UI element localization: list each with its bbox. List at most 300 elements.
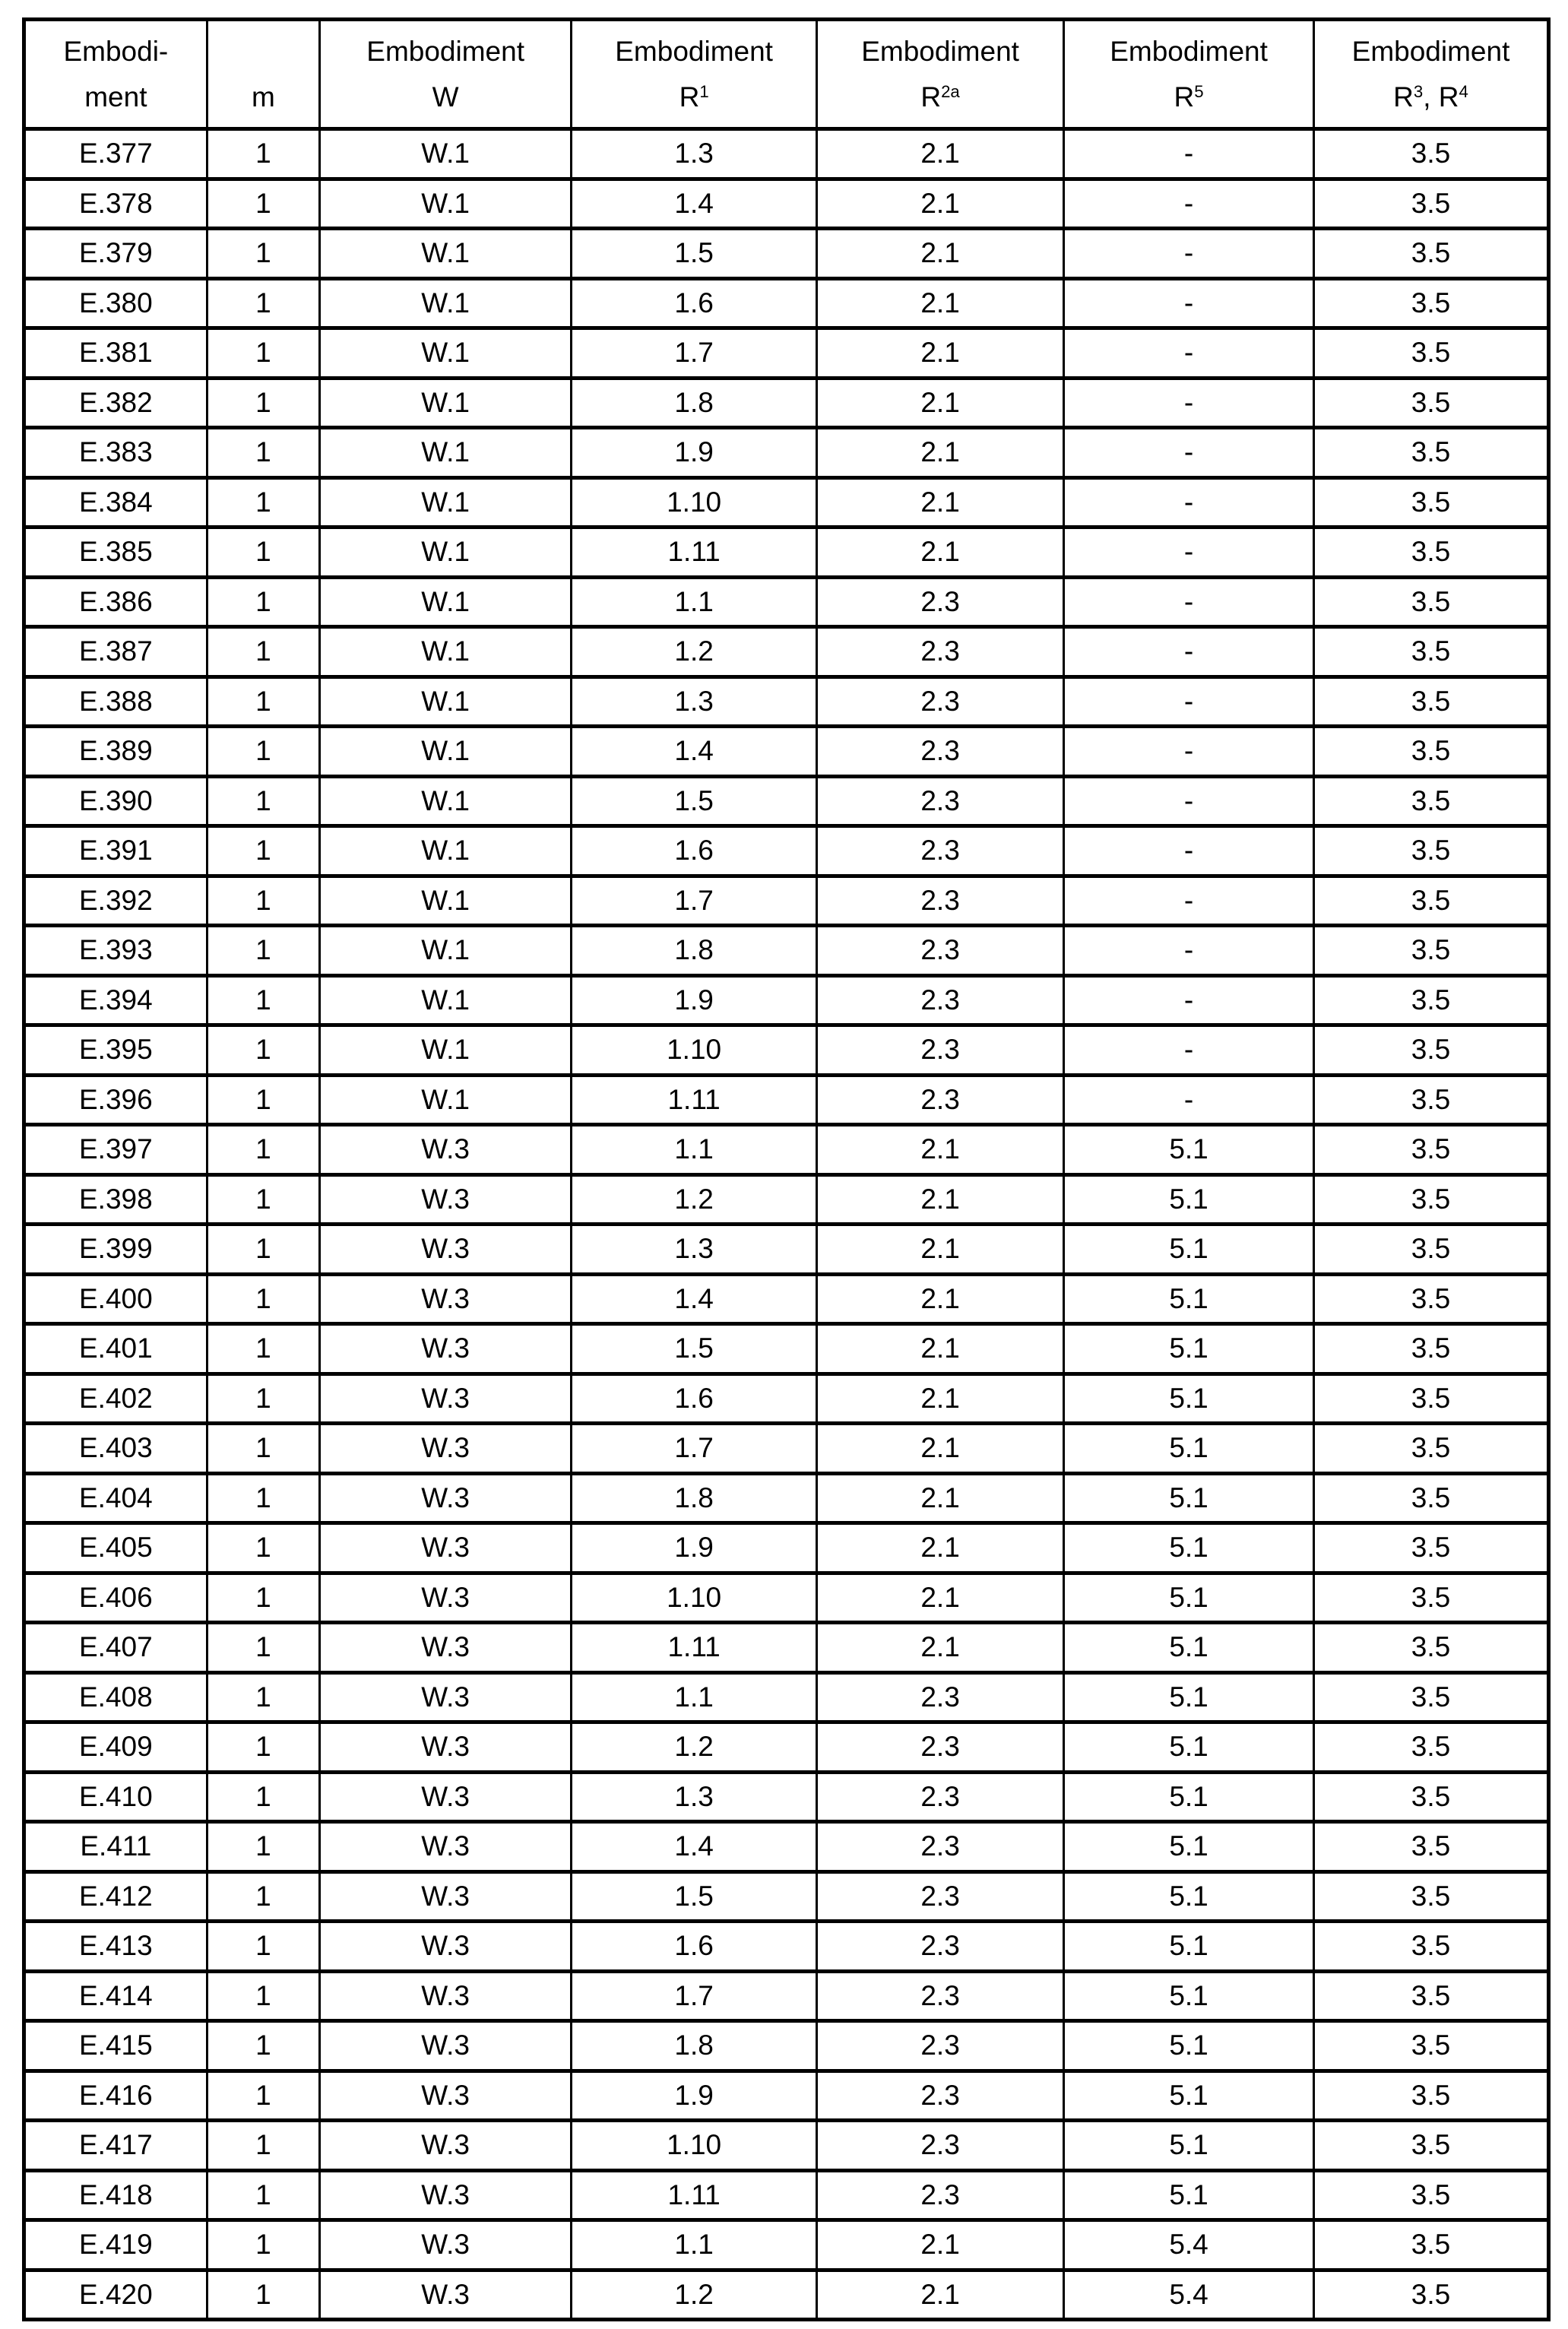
cell-w: W.3 — [320, 1523, 572, 1573]
cell-m: 1 — [207, 129, 319, 179]
cell-m: 1 — [207, 1025, 319, 1076]
superscript: 5 — [1194, 82, 1204, 102]
cell-embodiment: E.395 — [24, 1025, 207, 1076]
cell-embodiment: E.410 — [24, 1772, 207, 1822]
cell-r5: - — [1064, 129, 1314, 179]
cell-r3r4: 3.5 — [1314, 1922, 1549, 1972]
cell-m: 1 — [207, 776, 319, 826]
cell-r3r4: 3.5 — [1314, 776, 1549, 826]
cell-r5: 5.1 — [1064, 2170, 1314, 2220]
header-line1: Embodi- — [63, 35, 169, 67]
cell-embodiment: E.386 — [24, 577, 207, 627]
cell-w: W.3 — [320, 1274, 572, 1324]
cell-r5: - — [1064, 428, 1314, 478]
cell-r1: 1.1 — [572, 577, 817, 627]
table-row — [24, 577, 1549, 627]
cell-r2a: 2.1 — [817, 1424, 1064, 1474]
cell-r5: - — [1064, 229, 1314, 279]
header-text: ment — [84, 81, 147, 112]
cell-w: W.3 — [320, 1672, 572, 1722]
cell-r3r4: 3.5 — [1314, 229, 1549, 279]
cell-embodiment: E.402 — [24, 1374, 207, 1424]
cell-r5: 5.1 — [1064, 1225, 1314, 1275]
header-text: R — [1393, 81, 1414, 112]
cell-r2a: 2.3 — [817, 1025, 1064, 1076]
cell-embodiment: E.399 — [24, 1225, 207, 1275]
cell-w: W.3 — [320, 1473, 572, 1523]
cell-r2a: 2.3 — [817, 1871, 1064, 1922]
cell-r3r4: 3.5 — [1314, 1125, 1549, 1175]
cell-w: W.3 — [320, 1822, 572, 1872]
cell-w: W.3 — [320, 1922, 572, 1972]
cell-m: 1 — [207, 1075, 319, 1125]
cell-r3r4: 3.5 — [1314, 1473, 1549, 1523]
cell-m: 1 — [207, 1722, 319, 1773]
cell-r5: - — [1064, 727, 1314, 777]
cell-w: W.1 — [320, 577, 572, 627]
table-row — [24, 975, 1549, 1025]
cell-r2a: 2.1 — [817, 378, 1064, 428]
cell-m: 1 — [207, 577, 319, 627]
table-row — [24, 2021, 1549, 2071]
cell-r2a: 2.3 — [817, 1971, 1064, 2021]
cell-embodiment: E.385 — [24, 528, 207, 578]
col-header-r3r4 — [1314, 20, 1549, 129]
cell-r1: 1.9 — [572, 975, 817, 1025]
table-row — [24, 477, 1549, 528]
cell-w: W.1 — [320, 826, 572, 876]
cell-r5: - — [1064, 528, 1314, 578]
cell-r5: - — [1064, 1075, 1314, 1125]
cell-embodiment: E.387 — [24, 627, 207, 677]
cell-w: W.3 — [320, 2170, 572, 2220]
cell-w: W.1 — [320, 876, 572, 926]
table-row — [24, 1922, 1549, 1972]
cell-r2a: 2.3 — [817, 2170, 1064, 2220]
cell-r5: - — [1064, 776, 1314, 826]
cell-r5: - — [1064, 179, 1314, 229]
cell-r1: 1.6 — [572, 278, 817, 328]
cell-w: W.1 — [320, 328, 572, 379]
col-header-r2a — [817, 20, 1064, 129]
cell-r2a: 2.3 — [817, 776, 1064, 826]
cell-r1: 1.8 — [572, 926, 817, 976]
cell-m: 1 — [207, 1822, 319, 1872]
cell-m: 1 — [207, 1424, 319, 1474]
table-row — [24, 1374, 1549, 1424]
cell-embodiment: E.404 — [24, 1473, 207, 1523]
col-header-w — [320, 20, 572, 129]
cell-embodiment: E.392 — [24, 876, 207, 926]
cell-r2a: 2.1 — [817, 477, 1064, 528]
header-text: R — [679, 81, 700, 112]
header-text: , R — [1423, 81, 1459, 112]
cell-m: 1 — [207, 229, 319, 279]
cell-m: 1 — [207, 328, 319, 379]
cell-embodiment: E.390 — [24, 776, 207, 826]
cell-r2a: 2.1 — [817, 1274, 1064, 1324]
cell-w: W.1 — [320, 528, 572, 578]
cell-r5: 5.1 — [1064, 1324, 1314, 1374]
cell-r2a: 2.1 — [817, 428, 1064, 478]
cell-r1: 1.4 — [572, 727, 817, 777]
header-line2 — [321, 74, 570, 120]
cell-m: 1 — [207, 2071, 319, 2121]
cell-w: W.1 — [320, 975, 572, 1025]
cell-r3r4: 3.5 — [1314, 129, 1549, 179]
cell-r5: 5.1 — [1064, 1623, 1314, 1673]
cell-w: W.1 — [320, 776, 572, 826]
cell-r5: 5.1 — [1064, 1174, 1314, 1225]
cell-m: 1 — [207, 926, 319, 976]
table-row — [24, 1125, 1549, 1175]
cell-embodiment: E.383 — [24, 428, 207, 478]
table-row — [24, 727, 1549, 777]
cell-m: 1 — [207, 278, 319, 328]
cell-r1: 1.11 — [572, 2170, 817, 2220]
cell-r3r4: 3.5 — [1314, 2270, 1549, 2320]
cell-r1: 1.4 — [572, 1822, 817, 1872]
cell-w: W.1 — [320, 378, 572, 428]
cell-w: W.3 — [320, 1174, 572, 1225]
cell-m: 1 — [207, 528, 319, 578]
cell-r1: 1.8 — [572, 378, 817, 428]
cell-embodiment: E.403 — [24, 1424, 207, 1474]
cell-r2a: 2.3 — [817, 2021, 1064, 2071]
cell-r3r4: 3.5 — [1314, 179, 1549, 229]
cell-r2a: 2.3 — [817, 876, 1064, 926]
cell-r5: - — [1064, 278, 1314, 328]
cell-r1: 1.10 — [572, 1573, 817, 1623]
cell-r5: - — [1064, 1025, 1314, 1076]
cell-r3r4: 3.5 — [1314, 727, 1549, 777]
cell-m: 1 — [207, 2170, 319, 2220]
table-row — [24, 129, 1549, 179]
cell-w: W.3 — [320, 2270, 572, 2320]
cell-r3r4: 3.5 — [1314, 1971, 1549, 2021]
cell-r1: 1.11 — [572, 528, 817, 578]
table-row — [24, 2071, 1549, 2121]
cell-embodiment: E.415 — [24, 2021, 207, 2071]
table-row — [24, 1672, 1549, 1722]
header-line2 — [26, 74, 206, 120]
cell-r3r4: 3.5 — [1314, 2170, 1549, 2220]
cell-r5: 5.1 — [1064, 1722, 1314, 1773]
cell-r2a: 2.1 — [817, 129, 1064, 179]
cell-embodiment: E.396 — [24, 1075, 207, 1125]
cell-embodiment: E.408 — [24, 1672, 207, 1722]
cell-r2a: 2.3 — [817, 1922, 1064, 1972]
table-row — [24, 1971, 1549, 2021]
cell-r3r4: 3.5 — [1314, 1722, 1549, 1773]
cell-embodiment: E.411 — [24, 1822, 207, 1872]
cell-r2a: 2.3 — [817, 1672, 1064, 1722]
cell-r2a: 2.3 — [817, 2121, 1064, 2171]
table-row — [24, 1025, 1549, 1076]
cell-w: W.1 — [320, 229, 572, 279]
cell-embodiment: E.400 — [24, 1274, 207, 1324]
cell-m: 1 — [207, 1174, 319, 1225]
table-row — [24, 1225, 1549, 1275]
cell-w: W.1 — [320, 677, 572, 727]
cell-w: W.3 — [320, 1722, 572, 1773]
cell-r3r4: 3.5 — [1314, 477, 1549, 528]
table-row — [24, 428, 1549, 478]
table-row — [24, 1822, 1549, 1872]
cell-r1: 1.3 — [572, 677, 817, 727]
cell-m: 1 — [207, 378, 319, 428]
cell-r2a: 2.1 — [817, 2270, 1064, 2320]
cell-w: W.3 — [320, 1324, 572, 1374]
cell-w: W.1 — [320, 129, 572, 179]
cell-r3r4: 3.5 — [1314, 2021, 1549, 2071]
cell-embodiment: E.380 — [24, 278, 207, 328]
table-row — [24, 1573, 1549, 1623]
header-line1: Embodiment — [366, 35, 524, 67]
cell-r1: 1.5 — [572, 229, 817, 279]
cell-r3r4: 3.5 — [1314, 278, 1549, 328]
cell-r2a: 2.1 — [817, 278, 1064, 328]
table-row — [24, 1174, 1549, 1225]
cell-r3r4: 3.5 — [1314, 428, 1549, 478]
cell-r5: 5.1 — [1064, 1274, 1314, 1324]
cell-m: 1 — [207, 1971, 319, 2021]
cell-r1: 1.10 — [572, 1025, 817, 1076]
cell-r2a: 2.1 — [817, 1324, 1064, 1374]
cell-r5: 5.1 — [1064, 1922, 1314, 1972]
table-row — [24, 1871, 1549, 1922]
cell-r1: 1.7 — [572, 1971, 817, 2021]
cell-r1: 1.9 — [572, 428, 817, 478]
cell-r2a: 2.3 — [817, 926, 1064, 976]
cell-embodiment: E.378 — [24, 179, 207, 229]
cell-w: W.3 — [320, 2071, 572, 2121]
cell-m: 1 — [207, 1225, 319, 1275]
cell-r3r4: 3.5 — [1314, 1225, 1549, 1275]
cell-r5: - — [1064, 826, 1314, 876]
table-header — [24, 20, 1549, 129]
cell-m: 1 — [207, 627, 319, 677]
cell-r1: 1.3 — [572, 129, 817, 179]
cell-r2a: 2.3 — [817, 2071, 1064, 2121]
table-body — [24, 129, 1549, 2320]
cell-r1: 1.4 — [572, 1274, 817, 1324]
cell-r3r4: 3.5 — [1314, 1374, 1549, 1424]
cell-r5: - — [1064, 577, 1314, 627]
cell-r5: - — [1064, 477, 1314, 528]
cell-m: 1 — [207, 428, 319, 478]
cell-r5: 5.1 — [1064, 1125, 1314, 1175]
cell-r5: - — [1064, 876, 1314, 926]
cell-m: 1 — [207, 2121, 319, 2171]
table-row — [24, 926, 1549, 976]
table-row — [24, 2270, 1549, 2320]
cell-m: 1 — [207, 1573, 319, 1623]
cell-embodiment: E.414 — [24, 1971, 207, 2021]
cell-m: 1 — [207, 1871, 319, 1922]
cell-w: W.1 — [320, 627, 572, 677]
header-text: m — [252, 81, 275, 112]
cell-r2a: 2.3 — [817, 1075, 1064, 1125]
cell-r1: 1.8 — [572, 2021, 817, 2071]
col-header-m — [207, 20, 319, 129]
cell-r1: 1.1 — [572, 1672, 817, 1722]
table-row — [24, 1623, 1549, 1673]
cell-m: 1 — [207, 2270, 319, 2320]
cell-embodiment: E.393 — [24, 926, 207, 976]
superscript: 2a — [941, 82, 960, 102]
cell-r3r4: 3.5 — [1314, 1025, 1549, 1076]
cell-w: W.1 — [320, 428, 572, 478]
cell-m: 1 — [207, 1623, 319, 1673]
cell-embodiment: E.384 — [24, 477, 207, 528]
cell-embodiment: E.401 — [24, 1324, 207, 1374]
col-header-r5 — [1064, 20, 1314, 129]
cell-w: W.1 — [320, 179, 572, 229]
cell-w: W.3 — [320, 2021, 572, 2071]
cell-r3r4: 3.5 — [1314, 1772, 1549, 1822]
cell-r3r4: 3.5 — [1314, 677, 1549, 727]
cell-r5: 5.1 — [1064, 1473, 1314, 1523]
cell-r2a: 2.1 — [817, 1125, 1064, 1175]
cell-r3r4: 3.5 — [1314, 1623, 1549, 1673]
table-row — [24, 1274, 1549, 1324]
cell-r5: 5.1 — [1064, 1424, 1314, 1474]
table-row — [24, 278, 1549, 328]
cell-r2a: 2.1 — [817, 528, 1064, 578]
cell-r3r4: 3.5 — [1314, 1424, 1549, 1474]
cell-m: 1 — [207, 677, 319, 727]
cell-m: 1 — [207, 826, 319, 876]
header-line2 — [818, 74, 1063, 120]
header-line1: Embodiment — [861, 35, 1019, 67]
cell-r1: 1.3 — [572, 1772, 817, 1822]
cell-r3r4: 3.5 — [1314, 577, 1549, 627]
cell-m: 1 — [207, 1125, 319, 1175]
embodiment-table — [22, 17, 1551, 2321]
cell-r1: 1.3 — [572, 1225, 817, 1275]
cell-r5: - — [1064, 627, 1314, 677]
cell-r3r4: 3.5 — [1314, 627, 1549, 677]
cell-r2a: 2.3 — [817, 677, 1064, 727]
cell-embodiment: E.419 — [24, 2220, 207, 2270]
cell-embodiment: E.379 — [24, 229, 207, 279]
cell-r1: 1.9 — [572, 1523, 817, 1573]
cell-r5: 5.1 — [1064, 1971, 1314, 2021]
table-row — [24, 179, 1549, 229]
cell-r2a: 2.1 — [817, 1523, 1064, 1573]
table-row — [24, 2220, 1549, 2270]
cell-r3r4: 3.5 — [1314, 1523, 1549, 1573]
cell-r2a: 2.3 — [817, 1822, 1064, 1872]
cell-m: 1 — [207, 727, 319, 777]
cell-m: 1 — [207, 179, 319, 229]
cell-r3r4: 3.5 — [1314, 1672, 1549, 1722]
cell-r3r4: 3.5 — [1314, 1871, 1549, 1922]
table-row — [24, 876, 1549, 926]
cell-embodiment: E.405 — [24, 1523, 207, 1573]
header-line1: Embodiment — [615, 35, 773, 67]
cell-r3r4: 3.5 — [1314, 2121, 1549, 2171]
header-text: W — [432, 81, 459, 112]
cell-r1: 1.10 — [572, 477, 817, 528]
cell-r1: 1.7 — [572, 328, 817, 379]
cell-w: W.3 — [320, 2220, 572, 2270]
col-header-r1 — [572, 20, 817, 129]
cell-m: 1 — [207, 1772, 319, 1822]
cell-r3r4: 3.5 — [1314, 876, 1549, 926]
table-row — [24, 1324, 1549, 1374]
table-row — [24, 677, 1549, 727]
cell-r2a: 2.1 — [817, 1573, 1064, 1623]
cell-r2a: 2.1 — [817, 1174, 1064, 1225]
cell-r2a: 2.1 — [817, 229, 1064, 279]
cell-embodiment: E.407 — [24, 1623, 207, 1673]
cell-r1: 1.6 — [572, 1374, 817, 1424]
cell-embodiment: E.397 — [24, 1125, 207, 1175]
cell-r2a: 2.3 — [817, 627, 1064, 677]
cell-r5: 5.1 — [1064, 1523, 1314, 1573]
cell-m: 1 — [207, 876, 319, 926]
cell-r3r4: 3.5 — [1314, 378, 1549, 428]
cell-r2a: 2.1 — [817, 2220, 1064, 2270]
cell-r3r4: 3.5 — [1314, 1573, 1549, 1623]
header-line2 — [1315, 74, 1547, 120]
table-row — [24, 1424, 1549, 1474]
cell-w: W.1 — [320, 727, 572, 777]
cell-r2a: 2.1 — [817, 179, 1064, 229]
cell-m: 1 — [207, 1274, 319, 1324]
cell-embodiment: E.391 — [24, 826, 207, 876]
cell-embodiment: E.416 — [24, 2071, 207, 2121]
cell-m: 1 — [207, 975, 319, 1025]
cell-r1: 1.7 — [572, 1424, 817, 1474]
cell-r5: 5.4 — [1064, 2220, 1314, 2270]
cell-w: W.3 — [320, 1623, 572, 1673]
cell-r3r4: 3.5 — [1314, 2220, 1549, 2270]
cell-embodiment: E.418 — [24, 2170, 207, 2220]
cell-embodiment: E.398 — [24, 1174, 207, 1225]
cell-r2a: 2.3 — [817, 1772, 1064, 1822]
cell-r1: 1.11 — [572, 1623, 817, 1673]
superscript: 3 — [1413, 82, 1424, 102]
cell-r1: 1.2 — [572, 1722, 817, 1773]
cell-r5: 5.1 — [1064, 2021, 1314, 2071]
cell-w: W.3 — [320, 1871, 572, 1922]
cell-r5: - — [1064, 975, 1314, 1025]
cell-w: W.3 — [320, 1573, 572, 1623]
cell-w: W.1 — [320, 278, 572, 328]
cell-r1: 1.5 — [572, 776, 817, 826]
cell-embodiment: E.377 — [24, 129, 207, 179]
cell-r1: 1.10 — [572, 2121, 817, 2171]
cell-r2a: 2.3 — [817, 826, 1064, 876]
cell-r1: 1.6 — [572, 826, 817, 876]
cell-r1: 1.9 — [572, 2071, 817, 2121]
cell-w: W.3 — [320, 1971, 572, 2021]
cell-r2a: 2.1 — [817, 1225, 1064, 1275]
header-line1: Embodiment — [1351, 35, 1510, 67]
table-row — [24, 1722, 1549, 1773]
table-row — [24, 627, 1549, 677]
cell-r1: 1.2 — [572, 2270, 817, 2320]
cell-r3r4: 3.5 — [1314, 1274, 1549, 1324]
cell-r2a: 2.3 — [817, 975, 1064, 1025]
cell-w: W.3 — [320, 2121, 572, 2171]
cell-r5: - — [1064, 677, 1314, 727]
cell-r5: 5.1 — [1064, 1772, 1314, 1822]
cell-r3r4: 3.5 — [1314, 926, 1549, 976]
